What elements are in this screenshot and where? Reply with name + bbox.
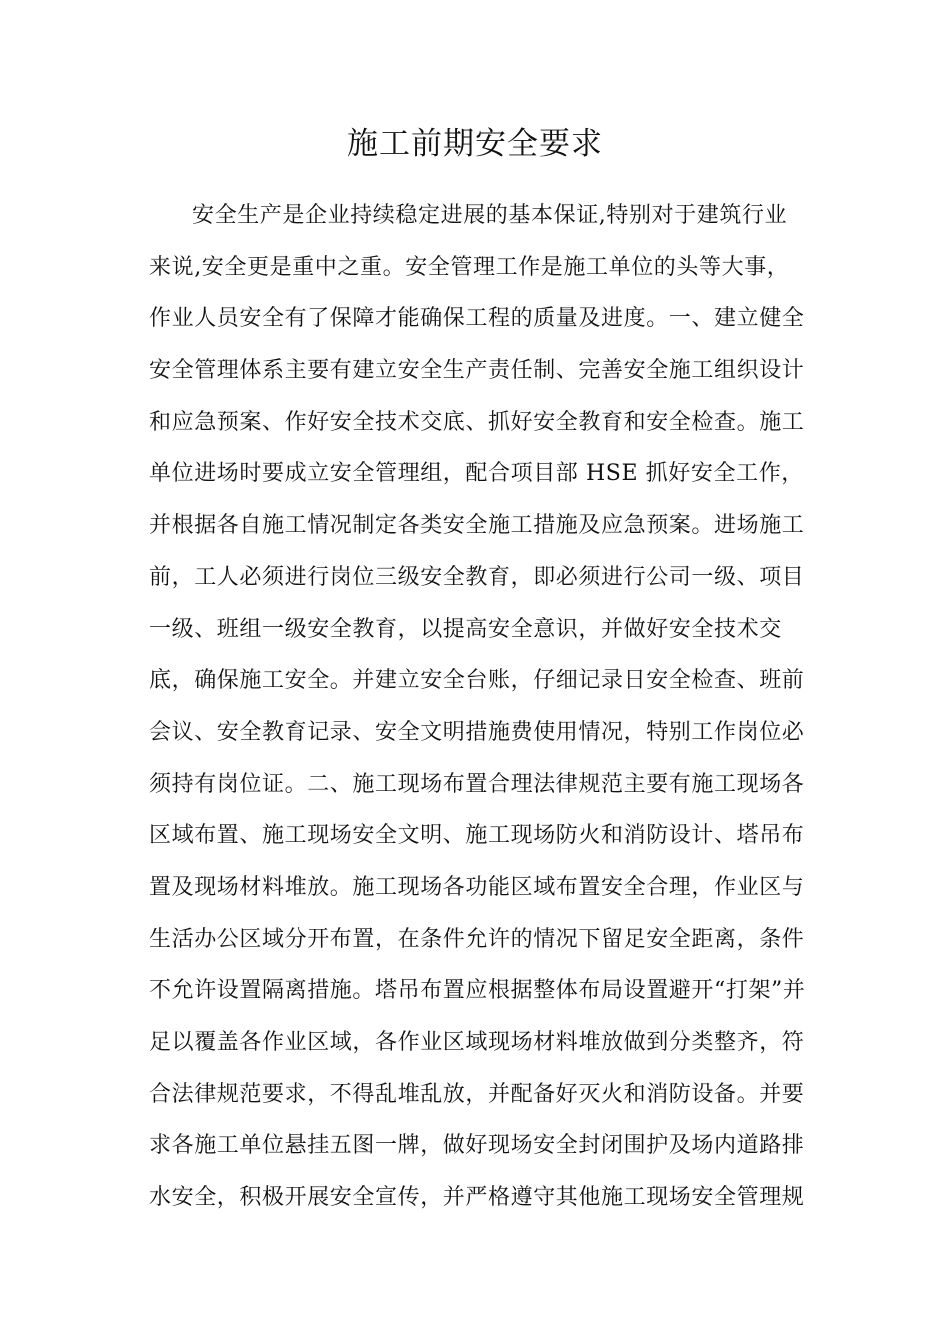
body-line: 前，工人必须进行岗位三级安全教育，即必须进行公司一级、项目 bbox=[149, 564, 805, 590]
body-line: 须持有岗位证。二、施工现场布置合理法律规范主要有施工现场各 bbox=[149, 771, 805, 797]
body-line: 底，确保施工安全。并建立安全台账，仔细记录日安全检查、班前 bbox=[149, 668, 805, 694]
body-line: 和应急预案、作好安全技术交底、抓好安全教育和安全检查。施工 bbox=[149, 409, 805, 435]
document-title: 施工前期安全要求 bbox=[347, 126, 603, 162]
body-line: 生活办公区域分开布置，在条件允许的情况下留足安全距离，条件 bbox=[149, 926, 805, 952]
document-body bbox=[149, 196, 809, 1230]
body-line: 合法律规范要求，不得乱堆乱放，并配备好灭火和消防设备。并要 bbox=[149, 1081, 805, 1107]
body-line: 一级、班组一级安全教育，以提高安全意识，并做好安全技术交 bbox=[149, 616, 782, 642]
body-line: 区域布置、施工现场安全文明、施工现场防火和消防设计、塔吊布 bbox=[149, 823, 805, 849]
body-line: 置及现场材料堆放。施工现场各功能区域布置安全合理，作业区与 bbox=[149, 874, 805, 900]
body-line: 足以覆盖各作业区域，各作业区域现场材料堆放做到分类整齐，符 bbox=[149, 1030, 805, 1055]
body-line: 求各施工单位悬挂五图一牌，做好现场安全封闭围护及场内道路排 bbox=[149, 1133, 805, 1159]
body-line: 并根据各自施工情况制定各类安全施工措施及应急预案。进场施工 bbox=[149, 513, 805, 539]
body-line: 单位进场时要成立安全管理组，配合项目部 HSE 抓好安全工作， bbox=[149, 461, 804, 487]
body-line: 会议、安全教育记录、安全文明措施费使用情况，特别工作岗位必 bbox=[149, 719, 805, 745]
body-line: 水安全，积极开展安全宣传，并严格遵守其他施工现场安全管理规 bbox=[149, 1185, 805, 1211]
body-line: 安全管理体系主要有建立安全生产责任制、完善安全施工组织设计 bbox=[149, 358, 805, 384]
body-line: 作业人员安全有了保障才能确保工程的质量及进度。一、建立健全 bbox=[149, 306, 805, 332]
body-line: 安全生产是企业持续稳定进展的基本保证,特别对于建筑行业 bbox=[192, 203, 788, 228]
body-line: 来说,安全更是重中之重。安全管理工作是施工单位的头等大事， bbox=[149, 254, 790, 280]
body-line: 不允许设置隔离措施。塔吊布置应根据整体布局设置避开“打架”并 bbox=[149, 978, 806, 1004]
